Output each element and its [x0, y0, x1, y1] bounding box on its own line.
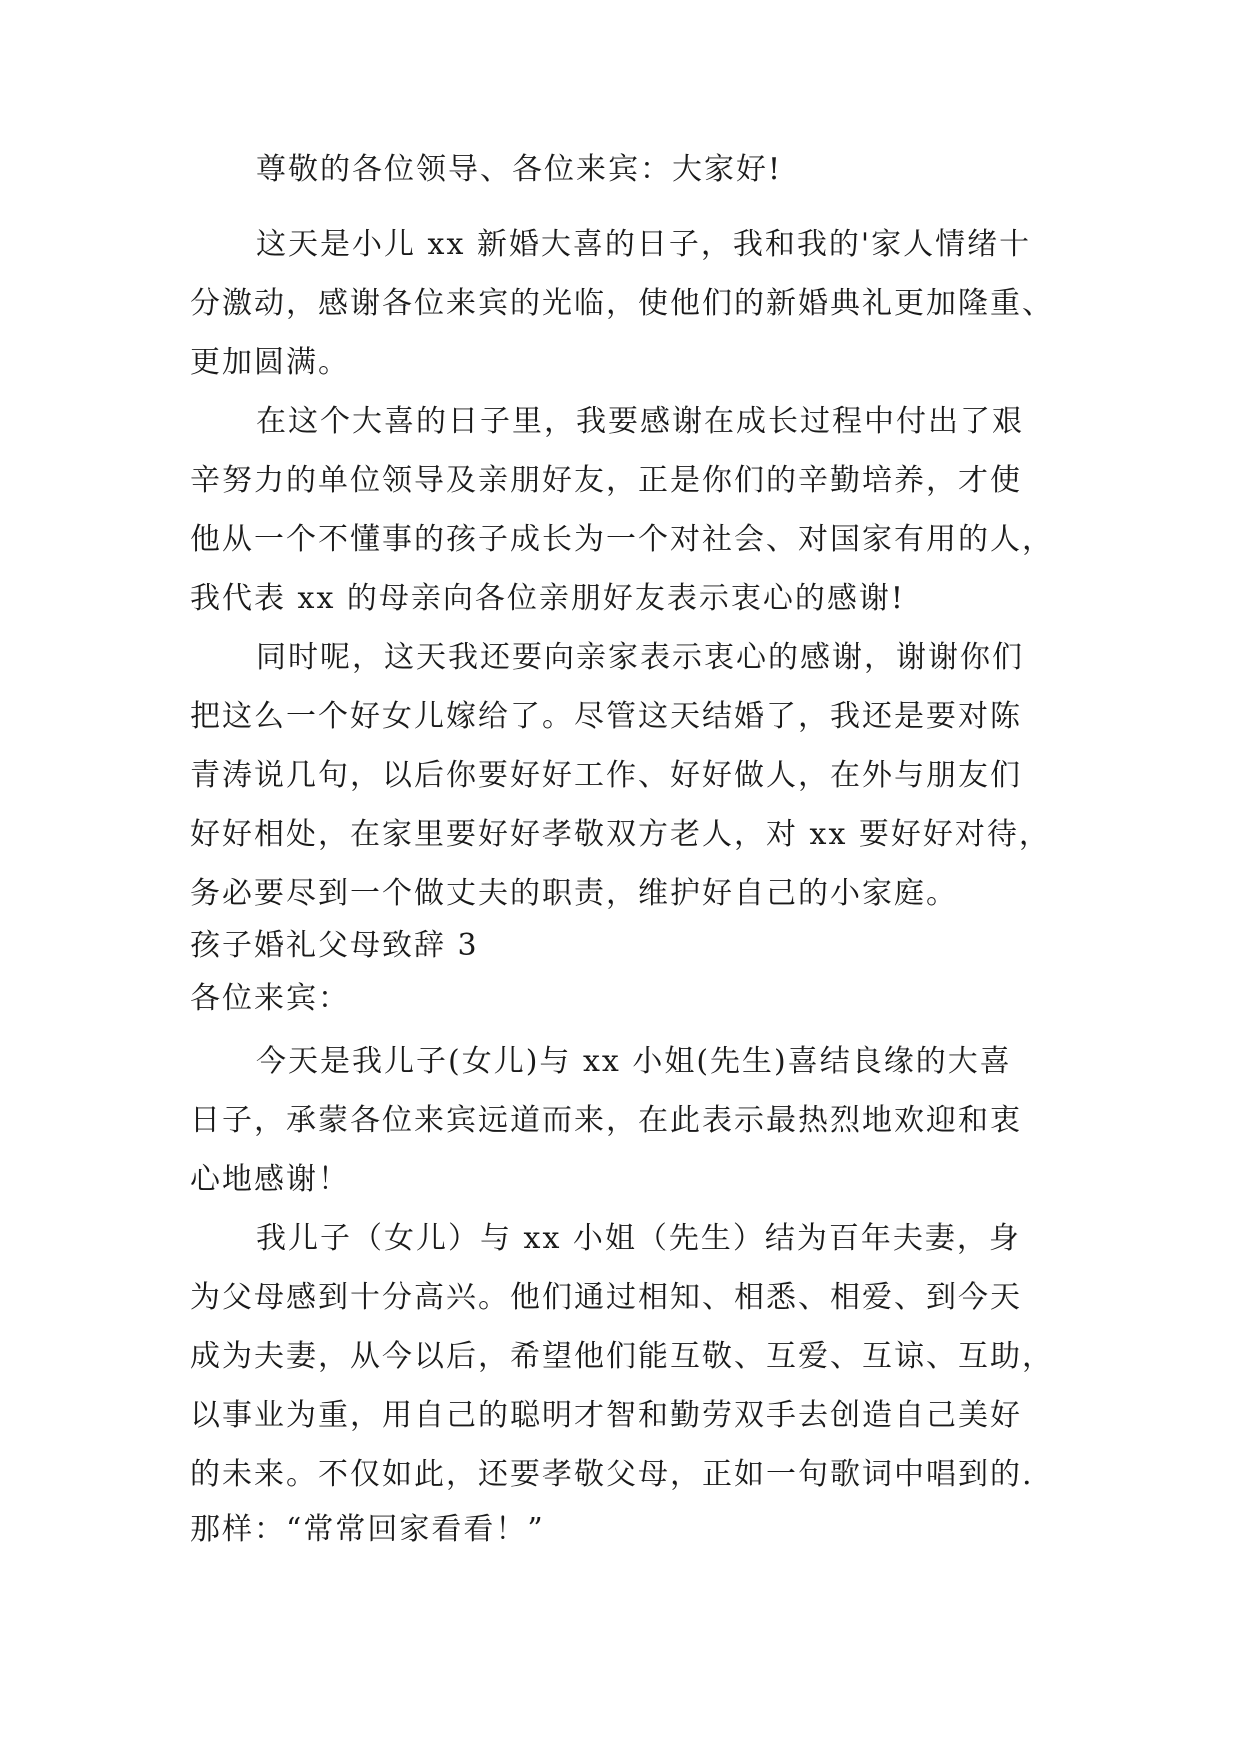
text-line: 的未来。不仅如此，还要孝敬父母，正如一句歌词中唱到的.: [190, 1457, 1034, 1492]
section-heading: 孩子婚礼父母致辞 3: [190, 928, 479, 963]
text-line: 在这个大喜的日子里，我要感谢在成长过程中付出了艰: [256, 404, 1024, 439]
text-line: 这天是小儿 xx 新婚大喜的日子，我和我的'家人情绪十: [256, 227, 1032, 262]
text-line: 把这么一个好女儿嫁给了。尽管这天结婚了，我还是要对陈: [190, 699, 1022, 734]
text-line: 日子，承蒙各位来宾远道而来，在此表示最热烈地欢迎和衷: [190, 1103, 1022, 1138]
text-line: 我儿子（女儿）与 xx 小姐（先生）结为百年夫妻，身: [256, 1221, 1021, 1256]
text-line: 今天是我儿子(女儿)与 xx 小姐(先生)喜结良缘的大喜: [256, 1044, 1012, 1079]
text-line: 以事业为重，用自己的聪明才智和勤劳双手去创造自己美好: [190, 1398, 1022, 1433]
text-line: 那样：“常常回家看看！”: [190, 1512, 545, 1547]
text-line: 成为夫妻，从今以后，希望他们能互敬、互爱、互谅、互助，: [190, 1339, 1054, 1374]
text-line: 更加圆满。: [190, 345, 350, 380]
text-line: 他从一个不懂事的孩子成长为一个对社会、对国家有用的人，: [190, 522, 1054, 557]
text-line: 青涛说几句，以后你要好好工作、好好做人，在外与朋友们: [190, 758, 1022, 793]
text-line: 心地感谢！: [190, 1162, 350, 1197]
text-line: 好好相处，在家里要好好孝敬双方老人，对 xx 要好好对待，: [190, 817, 1051, 852]
text-line: 辛努力的单位领导及亲朋好友，正是你们的辛勤培养，才使: [190, 463, 1022, 498]
salutation: 各位来宾：: [190, 981, 350, 1016]
text-line: 分激动，感谢各位来宾的光临，使他们的新婚典礼更加隆重、: [190, 286, 1054, 321]
text-line: 尊敬的各位领导、各位来宾：大家好!: [256, 152, 783, 187]
text-line: 为父母感到十分高兴。他们通过相知、相悉、相爱、到今天: [190, 1280, 1022, 1315]
text-line: 我代表 xx 的母亲向各位亲朋好友表示衷心的感谢!: [190, 581, 905, 616]
text-line: 务必要尽到一个做丈夫的职责，维护好自己的小家庭。: [190, 876, 958, 911]
text-line: 同时呢，这天我还要向亲家表示衷心的感谢，谢谢你们: [256, 640, 1024, 675]
